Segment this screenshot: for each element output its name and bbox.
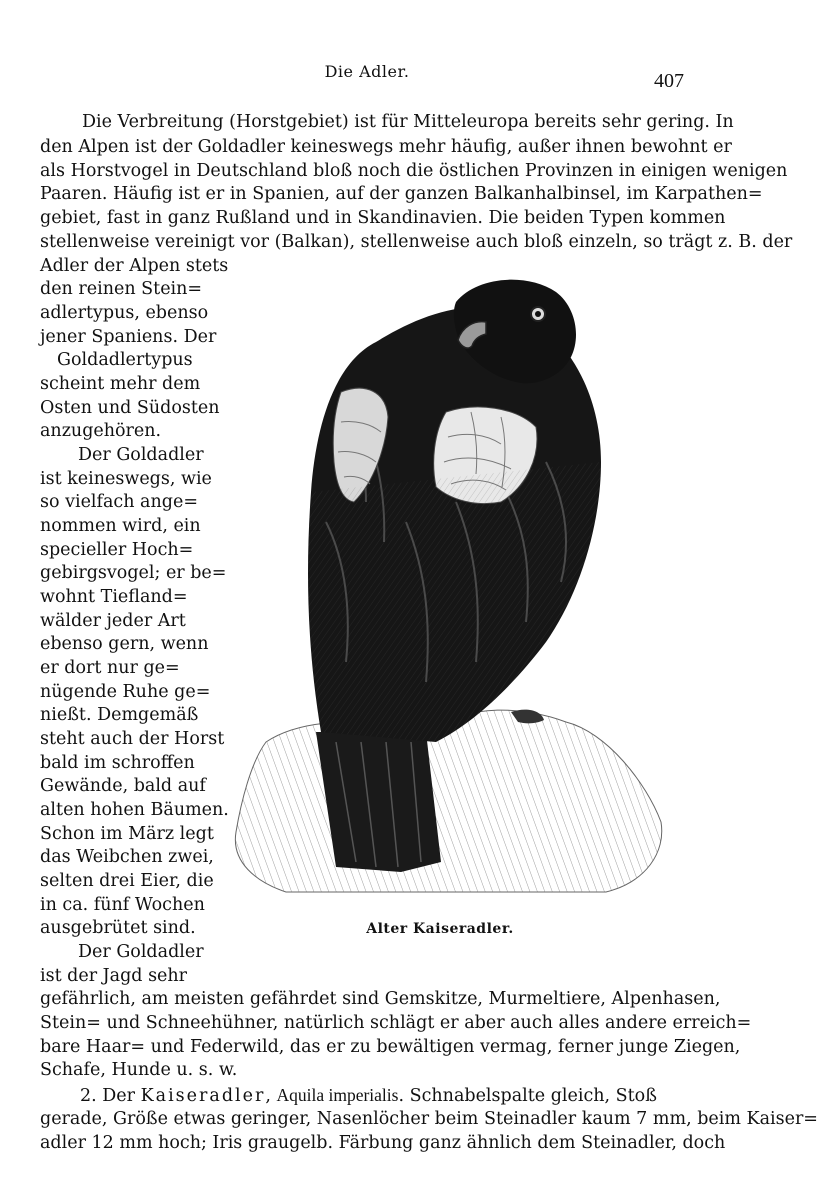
text-line: Der Goldadler — [78, 445, 204, 465]
text-line: steht auch der Horst — [40, 729, 225, 749]
text-line: ist der Jagd sehr — [40, 966, 188, 986]
text-line: bare Haar= und Federwild, das er zu bewältigen vermag, ferner junge Ziegen, — [40, 1037, 741, 1057]
text-line: nießt. Demgemäß — [40, 705, 199, 725]
text-line: ausgebrütet sind. — [40, 918, 196, 938]
text-line: als Horstvogel in Deutschland bloß noch die östlichen Provinzen in einigen wenigen — [40, 161, 788, 181]
text-line: wohnt Tiefland= — [40, 587, 188, 607]
text-line — [80, 1087, 657, 1106]
text-line: selten drei Eier, die — [40, 871, 214, 891]
text-line: wälder jeder Art — [40, 611, 186, 631]
tail — [316, 732, 441, 872]
text-line: Die Verbreitung (Horstgebiet) ist für Mitteleuropa bereits sehr gering. In — [82, 112, 734, 132]
text-line: Osten und Südosten — [40, 398, 220, 418]
numbered-heading-prefix: 2. Der — [80, 1086, 141, 1106]
species-name: Kaiseradler — [140, 1086, 266, 1106]
text-line: gerade, Größe etwas geringer, Nasenlöcher beim Steinadler kaum 7 mm, beim Kaiser= — [40, 1109, 818, 1129]
figure-caption: Alter Kaiseradler. — [366, 921, 514, 937]
text-line: gebirgsvogel; er be= — [40, 563, 227, 583]
text-line: in ca. fünf Wochen — [40, 895, 205, 915]
text-line: ist keineswegs, wie — [40, 469, 212, 489]
text-line: nügende Ruhe ge= — [40, 682, 211, 702]
text-line: stellenweise vereinigt vor (Balkan), stellenweise auch bloß einzeln, so trägt z. B. der — [40, 232, 793, 252]
text-line: den Alpen ist der Goldadler keineswegs mehr häufig, außer ihnen bewohnt er — [40, 137, 732, 157]
text-line: gefährlich, am meisten gefährdet sind Gemskitze, Murmeltiere, Alpenhasen, — [40, 989, 721, 1009]
text-line: anzugehören. — [40, 421, 162, 441]
text-line: adlertypus, ebenso — [40, 303, 209, 323]
text-line: nommen wird, ein — [40, 516, 201, 536]
text-line: Goldadlertypus — [57, 350, 193, 370]
eagle-engraving — [226, 262, 678, 910]
text-line: ebenso gern, wenn — [40, 634, 209, 654]
page-number: 407 — [654, 70, 684, 92]
text-line: Gewände, bald auf — [40, 776, 206, 796]
text-line: alten hohen Bäumen. — [40, 800, 229, 820]
text-line: gebiet, fast in ganz Rußland und in Skandinavien. Die beiden Typen kommen — [40, 208, 726, 228]
text-line: adler 12 mm hoch; Iris graugelb. Färbung ganz ähnlich dem Steinadler, doch — [40, 1133, 726, 1153]
text-line: Der Goldadler — [78, 942, 204, 962]
text-line: scheint mehr dem — [40, 374, 201, 394]
text-line: den reinen Stein= — [40, 279, 203, 299]
text-line: jener Spaniens. Der — [40, 327, 217, 347]
running-head: Die Adler. — [324, 62, 410, 81]
text-line: Stein= und Schneehühner, natürlich schlägt er aber auch alles andere erreich= — [40, 1013, 752, 1033]
rock — [235, 710, 661, 892]
text-line: specieller Hoch= — [40, 540, 194, 560]
text-line: bald im schroffen — [40, 753, 195, 773]
text-line: das Weibchen zwei, — [40, 847, 214, 867]
text-line: Schafe, Hunde u. s. w. — [40, 1060, 238, 1080]
description-text: . Schnabelspalte gleich, Stoß — [398, 1086, 657, 1106]
text-line: Adler der Alpen stets — [40, 256, 229, 276]
separator: , — [265, 1086, 277, 1106]
text-line: so vielfach ange= — [40, 492, 198, 512]
text-line: Schon im März legt — [40, 824, 214, 844]
text-line: er dort nur ge= — [40, 658, 180, 678]
eagle-illustration — [226, 262, 678, 910]
text-line: Paaren. Häufig ist er in Spanien, auf der ganzen Balkanhalbinsel, im Karpathen= — [40, 184, 763, 204]
latin-name: Aquila imperialis — [276, 1085, 399, 1105]
